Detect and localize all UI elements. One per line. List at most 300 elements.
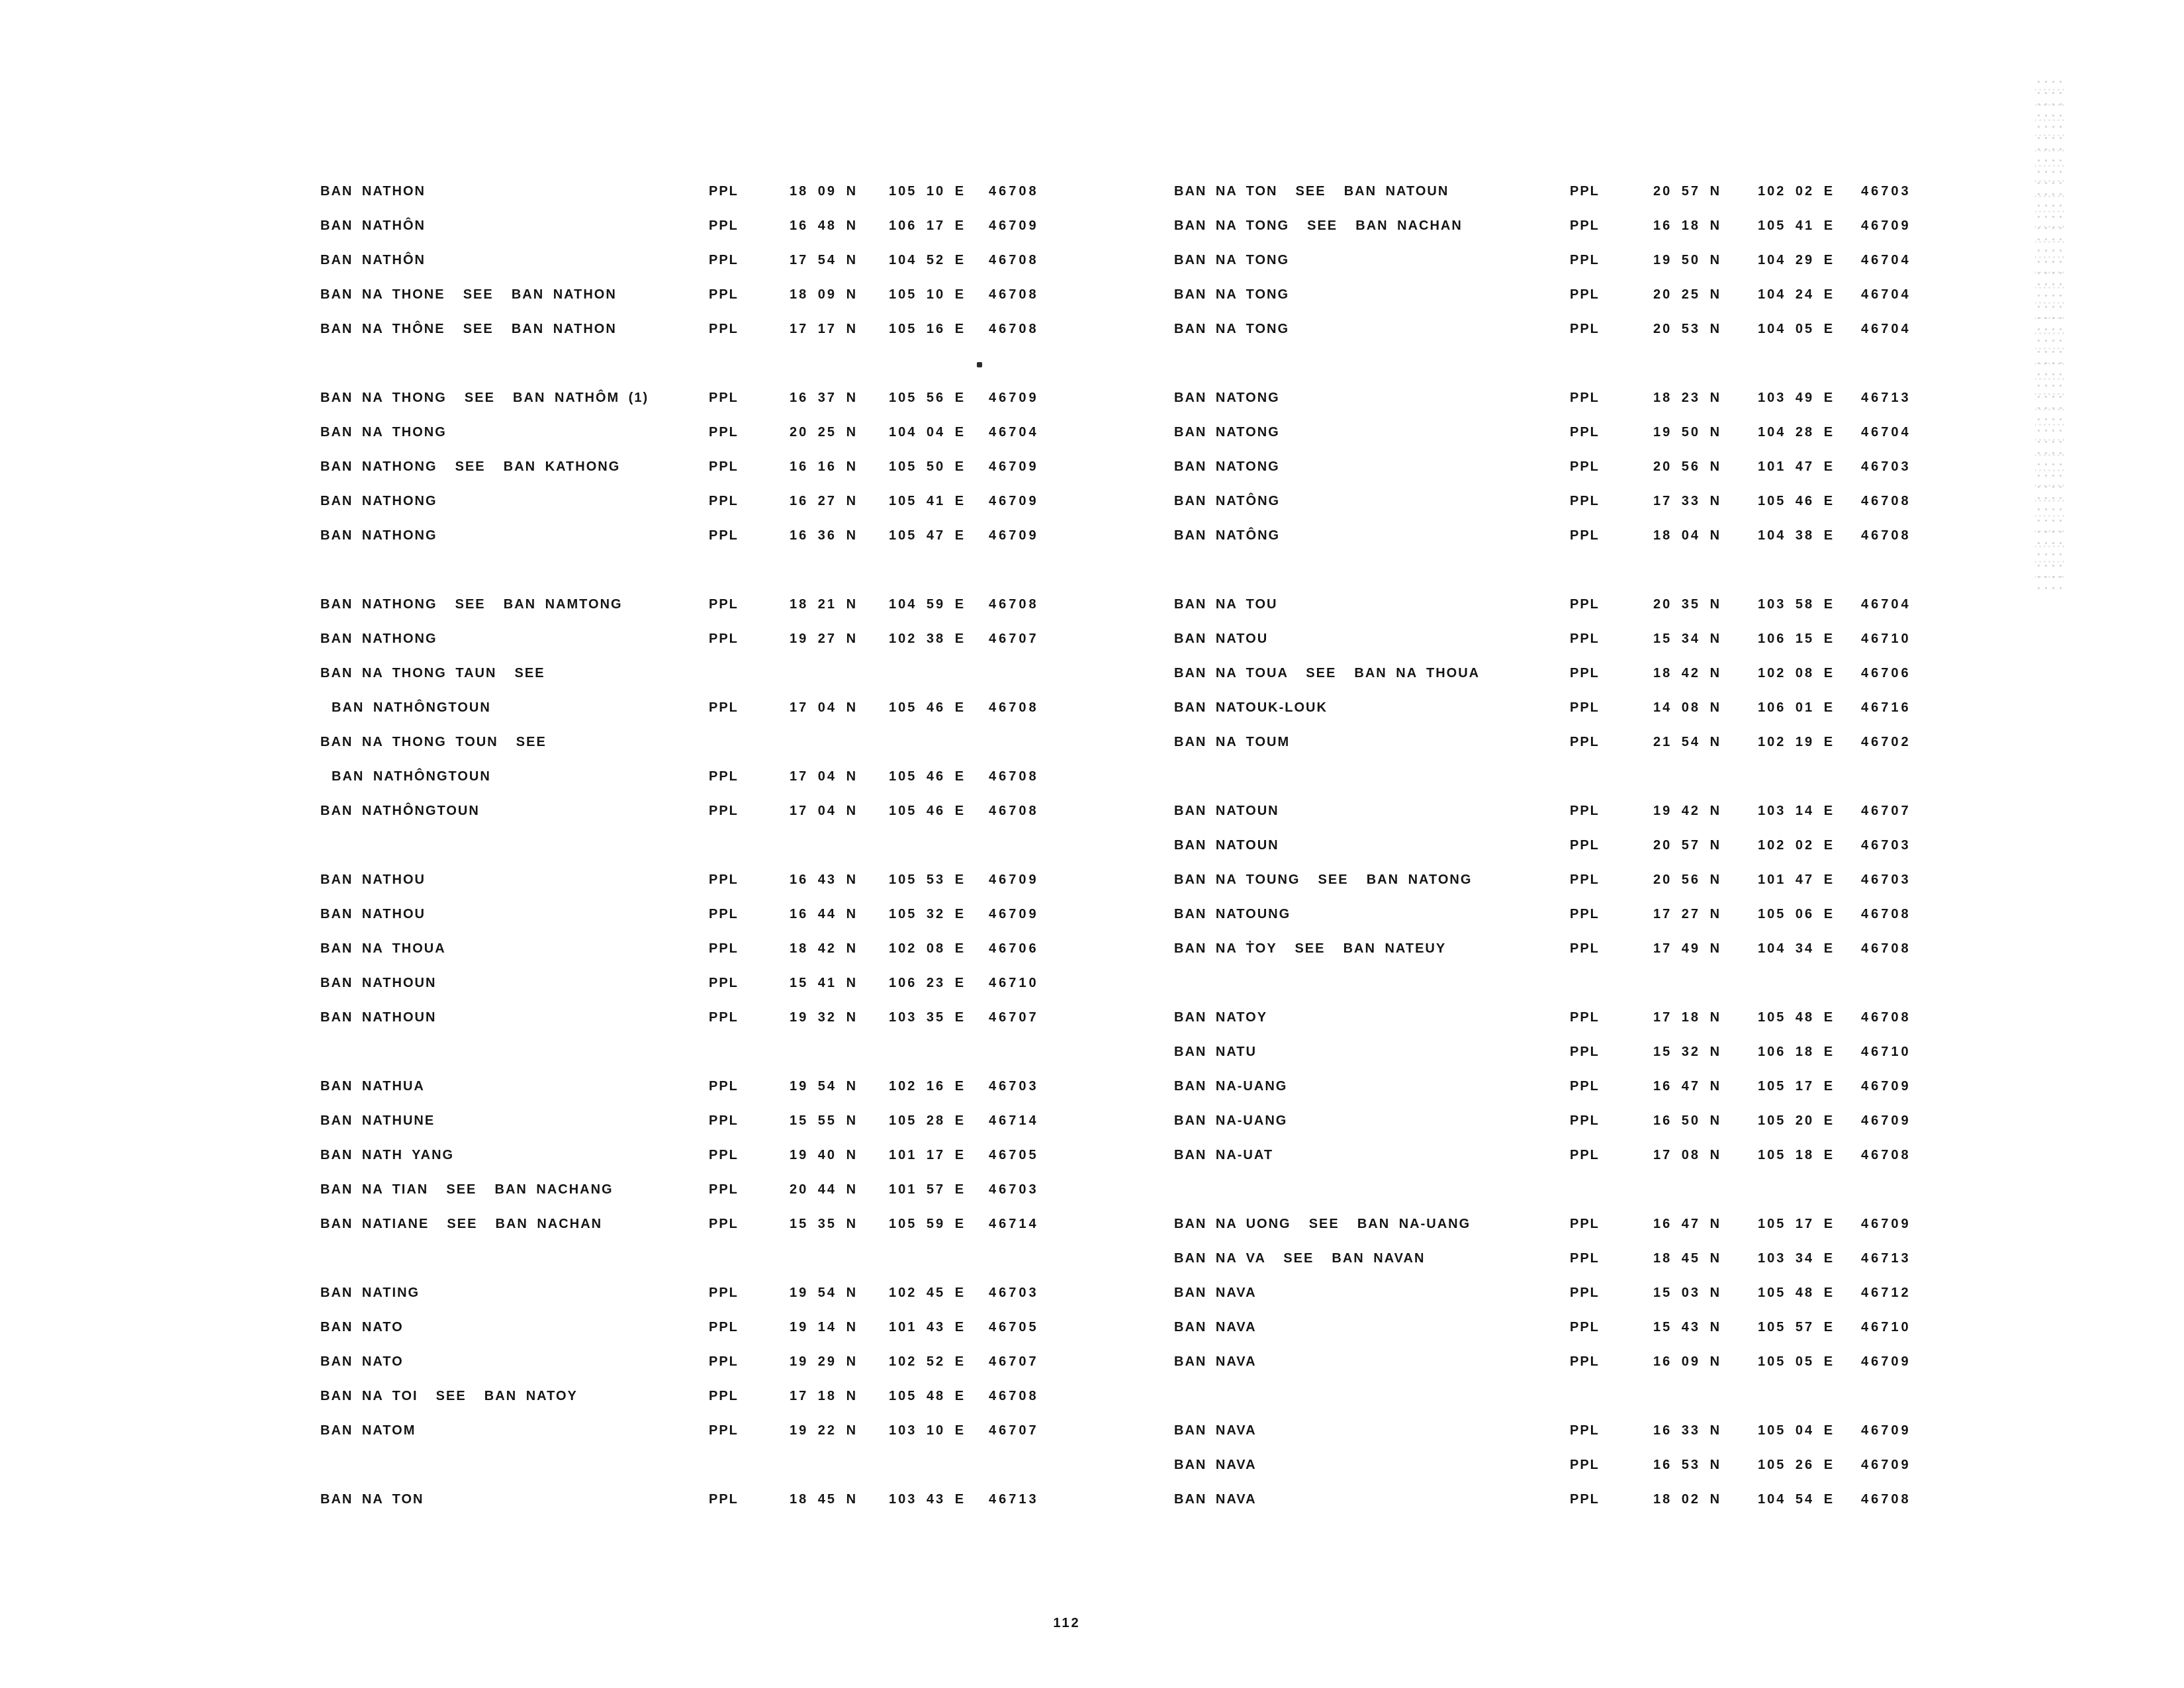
- latitude: 17 04 N: [790, 769, 858, 784]
- latitude: 15 32 N: [1653, 1045, 1722, 1059]
- reference-code: 46708: [989, 322, 1039, 336]
- feature-designation: PPL: [1570, 494, 1600, 508]
- feature-designation: PPL: [709, 425, 739, 440]
- entry-name: BAN NA TOUNG SEE BAN NATONG: [1174, 872, 1473, 887]
- entry-name: BAN NA ṪOY SEE BAN NATEUY: [1174, 941, 1447, 956]
- feature-designation: PPL: [1570, 1217, 1600, 1231]
- longitude: 105 41 E: [889, 494, 966, 508]
- longitude: 105 48 E: [889, 1389, 966, 1403]
- longitude: 105 06 E: [1758, 907, 1835, 921]
- feature-designation: PPL: [709, 1113, 739, 1128]
- longitude: 106 15 E: [1758, 632, 1835, 646]
- entry-name: BAN NA TON SEE BAN NATOUN: [1174, 184, 1449, 199]
- entry-group: [320, 1276, 1081, 1448]
- longitude: 105 32 E: [889, 907, 966, 921]
- feature-designation: PPL: [1570, 804, 1600, 818]
- longitude: 105 46 E: [889, 769, 966, 784]
- reference-code: 46703: [1861, 459, 1911, 474]
- gazetteer-entry: [320, 656, 1081, 690]
- entry-name: BAN NA THÔNE SEE BAN NATHON: [320, 322, 617, 336]
- feature-designation: PPL: [1570, 1492, 1600, 1507]
- latitude: 16 43 N: [790, 872, 858, 887]
- latitude: 20 53 N: [1653, 322, 1722, 336]
- entry-name: BAN NATOU: [1174, 632, 1269, 646]
- gazetteer-entry: [320, 966, 1081, 1000]
- feature-designation: PPL: [709, 1010, 739, 1025]
- longitude: 105 48 E: [1758, 1010, 1835, 1025]
- gazetteer-entry: [1174, 587, 1935, 622]
- entry-name: BAN NA TOUA SEE BAN NA THOUA: [1174, 666, 1480, 680]
- longitude: 105 59 E: [889, 1217, 966, 1231]
- entry-group: [1174, 587, 1935, 759]
- gazetteer-entry: [320, 312, 1081, 346]
- longitude: 105 16 E: [889, 322, 966, 336]
- entry-name: BAN NA THOUA: [320, 941, 446, 956]
- longitude: 105 18 E: [1758, 1148, 1835, 1162]
- entry-name: BAN NA TON: [320, 1492, 424, 1507]
- entry-group: [320, 174, 1081, 346]
- latitude: 17 08 N: [1653, 1148, 1722, 1162]
- entry-name: BAN NATHOUN: [320, 976, 437, 990]
- longitude: 105 17 E: [1758, 1079, 1835, 1094]
- feature-designation: PPL: [1570, 1354, 1600, 1369]
- latitude: 16 09 N: [1653, 1354, 1722, 1369]
- gazetteer-entry: [1174, 1310, 1935, 1344]
- feature-designation: PPL: [709, 1286, 739, 1300]
- reference-code: 46704: [989, 425, 1039, 440]
- entry-name: BAN NATHUA: [320, 1079, 425, 1094]
- entry-name: BAN NATHÔNGTOUN: [332, 700, 491, 715]
- longitude: 102 45 E: [889, 1286, 966, 1300]
- latitude: 17 04 N: [790, 700, 858, 715]
- entry-group: [320, 381, 1081, 553]
- gazetteer-entry: [1174, 725, 1935, 759]
- feature-designation: PPL: [1570, 459, 1600, 474]
- gazetteer-entry: [1174, 1276, 1935, 1310]
- longitude: 105 46 E: [889, 700, 966, 715]
- entry-name: BAN NA THONE SEE BAN NATHON: [320, 287, 617, 302]
- feature-designation: PPL: [709, 528, 739, 543]
- longitude: 102 52 E: [889, 1354, 966, 1369]
- reference-code: 46705: [989, 1320, 1039, 1335]
- entry-name: BAN NATOUN: [1174, 838, 1279, 853]
- entry-name: BAN NATHONG SEE BAN KATHONG: [320, 459, 621, 474]
- latitude: 20 57 N: [1653, 184, 1722, 199]
- entry-group: [320, 1069, 1081, 1241]
- entry-name: BAN NATHOU: [320, 907, 426, 921]
- longitude: 102 02 E: [1758, 838, 1835, 853]
- gazetteer-entry: [1174, 931, 1935, 966]
- entry-name: BAN NATHONG: [320, 494, 437, 508]
- gazetteer-entry: [320, 794, 1081, 828]
- latitude: 19 50 N: [1653, 425, 1722, 440]
- entry-group: [1174, 1000, 1935, 1172]
- latitude: 16 50 N: [1653, 1113, 1722, 1128]
- longitude: 104 29 E: [1758, 253, 1835, 267]
- reference-code: 46709: [1861, 1079, 1911, 1094]
- scan-speck: [977, 362, 982, 367]
- feature-designation: PPL: [1570, 184, 1600, 199]
- feature-designation: PPL: [1570, 1423, 1600, 1438]
- gazetteer-entry: [1174, 1482, 1935, 1517]
- gazetteer-entry: [1174, 381, 1935, 415]
- reference-code: 46708: [989, 253, 1039, 267]
- entry-name: BAN NATONG: [1174, 459, 1280, 474]
- latitude: 20 56 N: [1653, 872, 1722, 887]
- gazetteer-entry: [1174, 243, 1935, 277]
- feature-designation: PPL: [709, 1320, 739, 1335]
- gazetteer-entry: [320, 174, 1081, 209]
- entry-name: BAN NATOUNG: [1174, 907, 1291, 921]
- gazetteer-entry: [1174, 415, 1935, 449]
- feature-designation: PPL: [709, 804, 739, 818]
- gazetteer-entry: [320, 415, 1081, 449]
- feature-designation: PPL: [709, 253, 739, 267]
- feature-designation: PPL: [709, 1148, 739, 1162]
- latitude: 19 54 N: [790, 1286, 858, 1300]
- entry-name: BAN NA TONG: [1174, 287, 1289, 302]
- longitude: 102 16 E: [889, 1079, 966, 1094]
- reference-code: 46704: [1861, 322, 1911, 336]
- reference-code: 46708: [989, 184, 1039, 199]
- longitude: 104 38 E: [1758, 528, 1835, 543]
- latitude: 15 41 N: [790, 976, 858, 990]
- feature-designation: PPL: [1570, 632, 1600, 646]
- gazetteer-entry: [320, 690, 1081, 725]
- longitude: 102 02 E: [1758, 184, 1835, 199]
- reference-code: 46710: [1861, 632, 1911, 646]
- latitude: 20 56 N: [1653, 459, 1722, 474]
- entry-name: BAN NA-UANG: [1174, 1079, 1288, 1094]
- gazetteer-entry: [320, 1413, 1081, 1448]
- entry-group: [320, 1482, 1081, 1517]
- gazetteer-entry: [320, 759, 1081, 794]
- reference-code: 46710: [989, 976, 1039, 990]
- latitude: 18 21 N: [790, 597, 858, 612]
- gazetteer-entry: [1174, 1413, 1935, 1448]
- feature-designation: PPL: [1570, 1458, 1600, 1472]
- reference-code: 46709: [1861, 1423, 1911, 1438]
- gazetteer-entry: [320, 1069, 1081, 1103]
- entry-name: BAN NAVA: [1174, 1286, 1257, 1300]
- entry-name: BAN NAVA: [1174, 1458, 1257, 1472]
- gazetteer-entry: [1174, 484, 1935, 518]
- reference-code: 46713: [989, 1492, 1039, 1507]
- reference-code: 46707: [989, 1010, 1039, 1025]
- latitude: 19 32 N: [790, 1010, 858, 1025]
- entry-name: BAN NA VA SEE BAN NAVAN: [1174, 1251, 1426, 1266]
- entry-name: BAN NATO: [320, 1320, 404, 1335]
- feature-designation: PPL: [709, 459, 739, 474]
- longitude: 105 28 E: [889, 1113, 966, 1128]
- longitude: 103 43 E: [889, 1492, 966, 1507]
- reference-code: 46710: [1861, 1045, 1911, 1059]
- longitude: 104 24 E: [1758, 287, 1835, 302]
- reference-code: 46707: [989, 1354, 1039, 1369]
- reference-code: 46709: [1861, 218, 1911, 233]
- gazetteer-entry: [1174, 622, 1935, 656]
- feature-designation: PPL: [709, 1354, 739, 1369]
- reference-code: 46714: [989, 1217, 1039, 1231]
- feature-designation: PPL: [1570, 597, 1600, 612]
- latitude: 16 33 N: [1653, 1423, 1722, 1438]
- entry-name: BAN NATHUNE: [320, 1113, 435, 1128]
- gazetteer-entry: [320, 1172, 1081, 1207]
- reference-code: 46709: [989, 218, 1039, 233]
- reference-code: 46708: [989, 597, 1039, 612]
- latitude: 15 43 N: [1653, 1320, 1722, 1335]
- longitude: 105 17 E: [1758, 1217, 1835, 1231]
- gazetteer-entry: [320, 1310, 1081, 1344]
- entry-name: BAN NA UONG SEE BAN NA-UANG: [1174, 1217, 1471, 1231]
- latitude: 16 36 N: [790, 528, 858, 543]
- longitude: 104 59 E: [889, 597, 966, 612]
- longitude: 103 58 E: [1758, 597, 1835, 612]
- reference-code: 46709: [989, 907, 1039, 921]
- longitude: 105 05 E: [1758, 1354, 1835, 1369]
- feature-designation: PPL: [709, 322, 739, 336]
- gazetteer-entry: [1174, 174, 1935, 209]
- latitude: 16 53 N: [1653, 1458, 1722, 1472]
- longitude: 105 48 E: [1758, 1286, 1835, 1300]
- entry-name: BAN NATOUK-LOUK: [1174, 700, 1328, 715]
- reference-code: 46714: [989, 1113, 1039, 1128]
- feature-designation: PPL: [1570, 700, 1600, 715]
- longitude: 102 38 E: [889, 632, 966, 646]
- latitude: 18 45 N: [1653, 1251, 1722, 1266]
- gazetteer-entry: [320, 449, 1081, 484]
- entry-name: BAN NAVA: [1174, 1423, 1257, 1438]
- reference-code: 46709: [989, 494, 1039, 508]
- gazetteer-entry: [1174, 1207, 1935, 1241]
- reference-code: 46708: [1861, 907, 1911, 921]
- gazetteer-entry: [320, 587, 1081, 622]
- latitude: 17 54 N: [790, 253, 858, 267]
- scan-noise: [2035, 76, 2065, 589]
- reference-code: 46708: [989, 769, 1039, 784]
- longitude: 105 41 E: [1758, 218, 1835, 233]
- latitude: 19 22 N: [790, 1423, 858, 1438]
- longitude: 106 01 E: [1758, 700, 1835, 715]
- gazetteer-entry: [1174, 1344, 1935, 1379]
- reference-code: 46705: [989, 1148, 1039, 1162]
- feature-designation: PPL: [709, 1423, 739, 1438]
- gazetteer-entry: [320, 1379, 1081, 1413]
- entry-name: BAN NAVA: [1174, 1492, 1257, 1507]
- gazetteer-entry: [320, 1138, 1081, 1172]
- reference-code: 46708: [1861, 1010, 1911, 1025]
- latitude: 21 54 N: [1653, 735, 1722, 749]
- reference-code: 46708: [1861, 494, 1911, 508]
- gazetteer-entry: [1174, 1035, 1935, 1069]
- feature-designation: PPL: [709, 1492, 739, 1507]
- gazetteer-entry: [1174, 449, 1935, 484]
- longitude: 104 34 E: [1758, 941, 1835, 956]
- gazetteer-entry: [320, 1344, 1081, 1379]
- longitude: 104 54 E: [1758, 1492, 1835, 1507]
- gazetteer-entry: [1174, 863, 1935, 897]
- latitude: 20 44 N: [790, 1182, 858, 1197]
- longitude: 102 08 E: [889, 941, 966, 956]
- longitude: 104 28 E: [1758, 425, 1835, 440]
- reference-code: 46709: [1861, 1217, 1911, 1231]
- latitude: 15 55 N: [790, 1113, 858, 1128]
- longitude: 102 08 E: [1758, 666, 1835, 680]
- latitude: 19 50 N: [1653, 253, 1722, 267]
- latitude: 16 37 N: [790, 391, 858, 405]
- feature-designation: PPL: [1570, 1148, 1600, 1162]
- gazetteer-entry: [320, 277, 1081, 312]
- gazetteer-entry: [320, 381, 1081, 415]
- feature-designation: PPL: [709, 494, 739, 508]
- reference-code: 46713: [1861, 391, 1911, 405]
- entry-name: BAN NA THONG TAUN SEE: [320, 666, 545, 680]
- feature-designation: PPL: [1570, 1079, 1600, 1094]
- reference-code: 46708: [1861, 528, 1911, 543]
- longitude: 103 35 E: [889, 1010, 966, 1025]
- entry-group: [1174, 794, 1935, 966]
- longitude: 106 17 E: [889, 218, 966, 233]
- reference-code: 46703: [1861, 872, 1911, 887]
- latitude: 15 34 N: [1653, 632, 1722, 646]
- latitude: 16 48 N: [790, 218, 858, 233]
- entry-name: BAN NA TONG: [1174, 253, 1289, 267]
- feature-designation: PPL: [709, 769, 739, 784]
- feature-designation: PPL: [709, 287, 739, 302]
- feature-designation: PPL: [1570, 838, 1600, 853]
- reference-code: 46704: [1861, 597, 1911, 612]
- reference-code: 46709: [1861, 1354, 1911, 1369]
- reference-code: 46706: [1861, 666, 1911, 680]
- entry-name: BAN NA TONG: [1174, 322, 1289, 336]
- gazetteer-entry: [1174, 1000, 1935, 1035]
- gazetteer-entry: [320, 1000, 1081, 1035]
- latitude: 15 35 N: [790, 1217, 858, 1231]
- entry-name: BAN NA TIAN SEE BAN NACHANG: [320, 1182, 614, 1197]
- longitude: 105 04 E: [1758, 1423, 1835, 1438]
- longitude: 104 04 E: [889, 425, 966, 440]
- gazetteer-entry: [1174, 1138, 1935, 1172]
- entry-group: [1174, 1207, 1935, 1379]
- reference-code: 46703: [989, 1286, 1039, 1300]
- reference-code: 46709: [989, 528, 1039, 543]
- feature-designation: PPL: [1570, 735, 1600, 749]
- gazetteer-entry: [320, 518, 1081, 553]
- gazetteer-entry: [1174, 1103, 1935, 1138]
- entry-group: [320, 863, 1081, 1035]
- feature-designation: PPL: [1570, 1320, 1600, 1335]
- entry-name: BAN NAVA: [1174, 1354, 1257, 1369]
- entry-name: BAN NATIANE SEE BAN NACHAN: [320, 1217, 603, 1231]
- reference-code: 46709: [989, 391, 1039, 405]
- longitude: 101 47 E: [1758, 459, 1835, 474]
- latitude: 16 44 N: [790, 907, 858, 921]
- feature-designation: PPL: [709, 632, 739, 646]
- gazetteer-entry: [1174, 690, 1935, 725]
- entry-name: BAN NATHOUN: [320, 1010, 437, 1025]
- latitude: 20 25 N: [790, 425, 858, 440]
- latitude: 19 14 N: [790, 1320, 858, 1335]
- feature-designation: PPL: [709, 1217, 739, 1231]
- longitude: 105 50 E: [889, 459, 966, 474]
- entry-name: BAN NATING: [320, 1286, 420, 1300]
- entry-group: [320, 587, 1081, 828]
- gazetteer-entry: [1174, 209, 1935, 243]
- longitude: 105 57 E: [1758, 1320, 1835, 1335]
- latitude: 17 17 N: [790, 322, 858, 336]
- entry-name: BAN NATHÔN: [320, 218, 426, 233]
- entry-name: BAN NATU: [1174, 1045, 1257, 1059]
- feature-designation: PPL: [1570, 666, 1600, 680]
- feature-designation: PPL: [709, 1389, 739, 1403]
- gazetteer-entry: [320, 1276, 1081, 1310]
- reference-code: 46702: [1861, 735, 1911, 749]
- gazetteer-entry: [1174, 897, 1935, 931]
- longitude: 103 34 E: [1758, 1251, 1835, 1266]
- latitude: 19 29 N: [790, 1354, 858, 1369]
- feature-designation: PPL: [1570, 1286, 1600, 1300]
- latitude: 17 18 N: [1653, 1010, 1722, 1025]
- longitude: 103 49 E: [1758, 391, 1835, 405]
- reference-code: 46708: [989, 287, 1039, 302]
- entry-name: BAN NATHONG: [320, 528, 437, 543]
- latitude: 16 47 N: [1653, 1217, 1722, 1231]
- feature-designation: PPL: [709, 1079, 739, 1094]
- longitude: 104 05 E: [1758, 322, 1835, 336]
- reference-code: 46708: [1861, 941, 1911, 956]
- entry-name: BAN NAVA: [1174, 1320, 1257, 1335]
- latitude: 19 42 N: [1653, 804, 1722, 818]
- gazetteer-entry: [320, 1103, 1081, 1138]
- entry-name: BAN NATO: [320, 1354, 404, 1369]
- entry-name: BAN NA-UANG: [1174, 1113, 1288, 1128]
- latitude: 18 42 N: [790, 941, 858, 956]
- reference-code: 46708: [989, 1389, 1039, 1403]
- feature-designation: PPL: [709, 391, 739, 405]
- reference-code: 46708: [1861, 1492, 1911, 1507]
- feature-designation: PPL: [709, 872, 739, 887]
- entry-name: BAN NATHONG: [320, 632, 437, 646]
- latitude: 19 54 N: [790, 1079, 858, 1094]
- reference-code: 46707: [1861, 804, 1911, 818]
- entry-name: BAN NATHON: [320, 184, 426, 199]
- latitude: 20 57 N: [1653, 838, 1722, 853]
- entry-name: BAN NATHÔN: [320, 253, 426, 267]
- gazetteer-entry: [1174, 518, 1935, 553]
- longitude: 105 47 E: [889, 528, 966, 543]
- latitude: 14 08 N: [1653, 700, 1722, 715]
- entry-name: BAN NA THONG: [320, 425, 447, 440]
- entry-name: BAN NA TOI SEE BAN NATOY: [320, 1389, 578, 1403]
- latitude: 18 23 N: [1653, 391, 1722, 405]
- reference-code: 46713: [1861, 1251, 1911, 1266]
- reference-code: 46709: [1861, 1458, 1911, 1472]
- longitude: 102 19 E: [1758, 735, 1835, 749]
- latitude: 15 03 N: [1653, 1286, 1722, 1300]
- feature-designation: PPL: [709, 184, 739, 199]
- entry-name: BAN NATHONG SEE BAN NAMTONG: [320, 597, 623, 612]
- reference-code: 46709: [1861, 1113, 1911, 1128]
- longitude: 105 46 E: [889, 804, 966, 818]
- reference-code: 46703: [1861, 184, 1911, 199]
- latitude: 18 45 N: [790, 1492, 858, 1507]
- feature-designation: PPL: [709, 907, 739, 921]
- latitude: 17 33 N: [1653, 494, 1722, 508]
- longitude: 101 57 E: [889, 1182, 966, 1197]
- reference-code: 46708: [989, 700, 1039, 715]
- entry-group: [1174, 381, 1935, 553]
- reference-code: 46703: [989, 1182, 1039, 1197]
